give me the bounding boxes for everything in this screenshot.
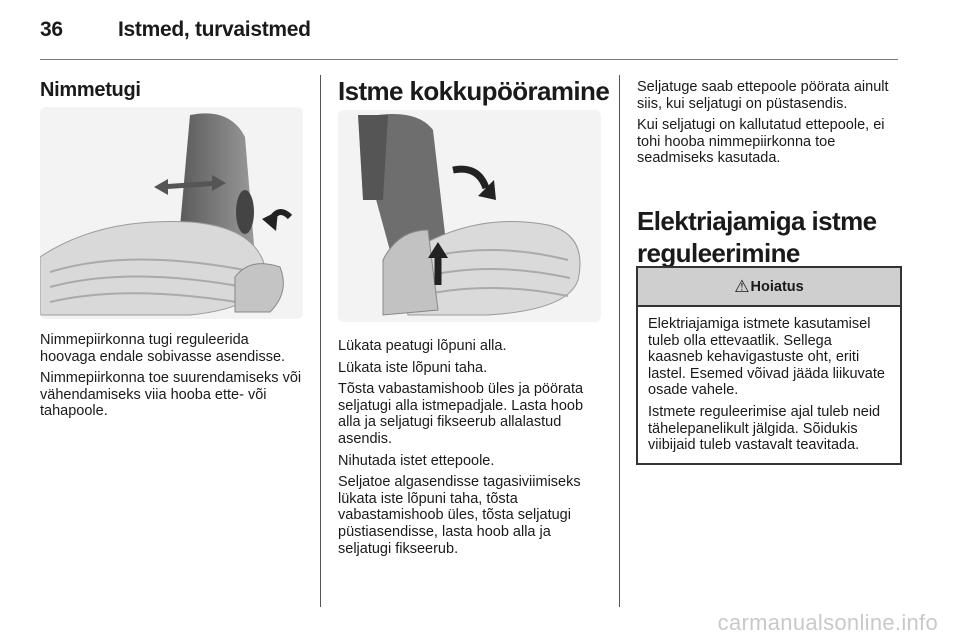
column-divider-2 <box>619 75 620 607</box>
section-heading-fold: Istme kokkupööramine <box>338 76 610 106</box>
warning-body <box>638 307 900 463</box>
paragraph: Elektriajamiga istmete kasutamisel tuleb olla ettevaatlik. Sellega kaasneb kehavigastuste oht, eriti lastel. Esemed võivad jääda liikuvate osade vahele. <box>648 316 885 399</box>
warning-triangle-icon: ⚠ <box>734 276 750 296</box>
paragraph: Nimmepiirkonna toe suurendamiseks või vähendamiseks viia hooba ette- või tahapoole. <box>40 370 302 420</box>
column-3-text <box>637 79 899 172</box>
paragraph: Tõsta vabastamishoob üles ja pöörata seljatugi alla istmepadjale. Lasta hoob alla ja seljatugi fikseerub allalastud asendis. <box>338 381 584 447</box>
paragraph: Lükata peatugi lõpuni alla. <box>338 338 507 354</box>
warning-header <box>638 268 900 307</box>
header-rule <box>40 59 898 60</box>
column-2-text <box>338 338 608 562</box>
watermark: carmanualsonline.info <box>717 610 938 635</box>
page-title: Istmed, turvaistmed <box>118 18 311 41</box>
page-number: 36 <box>40 18 63 41</box>
paragraph: Istmete reguleerimise ajal tuleb neid tähelepanelikult jälgida. Sõidukis viibijaid tuleb vastavalt teavitada. <box>648 403 881 454</box>
column-1-text <box>40 332 308 425</box>
paragraph: Nihutada istet ettepoole. <box>338 452 495 469</box>
paragraph: Nimmepiirkonna tugi reguleerida hoovaga endale sobivasse asendisse. <box>40 332 286 365</box>
section-heading-electric: Elektriajamiga istme reguleerimine <box>637 206 877 268</box>
warning-box <box>636 266 902 465</box>
paragraph: Lükata iste lõpuni taha. <box>338 359 488 376</box>
column-divider-1 <box>320 75 321 607</box>
paragraph: Seljatoe algasendisse tagasiviimiseks lükata iste lõpuni taha, tõsta vabastamishoob üles, tõsta seljatugi püstiasendisse, lasta hoob alla ja seljatugi fikseerub. <box>338 474 581 557</box>
warning-title: Hoiatus <box>750 278 804 295</box>
section-heading-lumbar: Nimmetugi <box>40 79 141 101</box>
paragraph: Kui seljatugi on kallutatud ettepoole, ei tohi hooba nimmepiirkonna toe seadmiseks kasutada. <box>637 117 885 167</box>
seat-folding-figure <box>338 110 601 322</box>
paragraph: Seljatuge saab ettepoole pöörata ainult siis, kui seljatugi on püstasendis. <box>637 79 889 112</box>
lumbar-support-seat-illustration-icon <box>40 107 303 319</box>
lumbar-support-figure <box>40 107 303 319</box>
seat-folding-illustration-icon <box>338 110 601 322</box>
